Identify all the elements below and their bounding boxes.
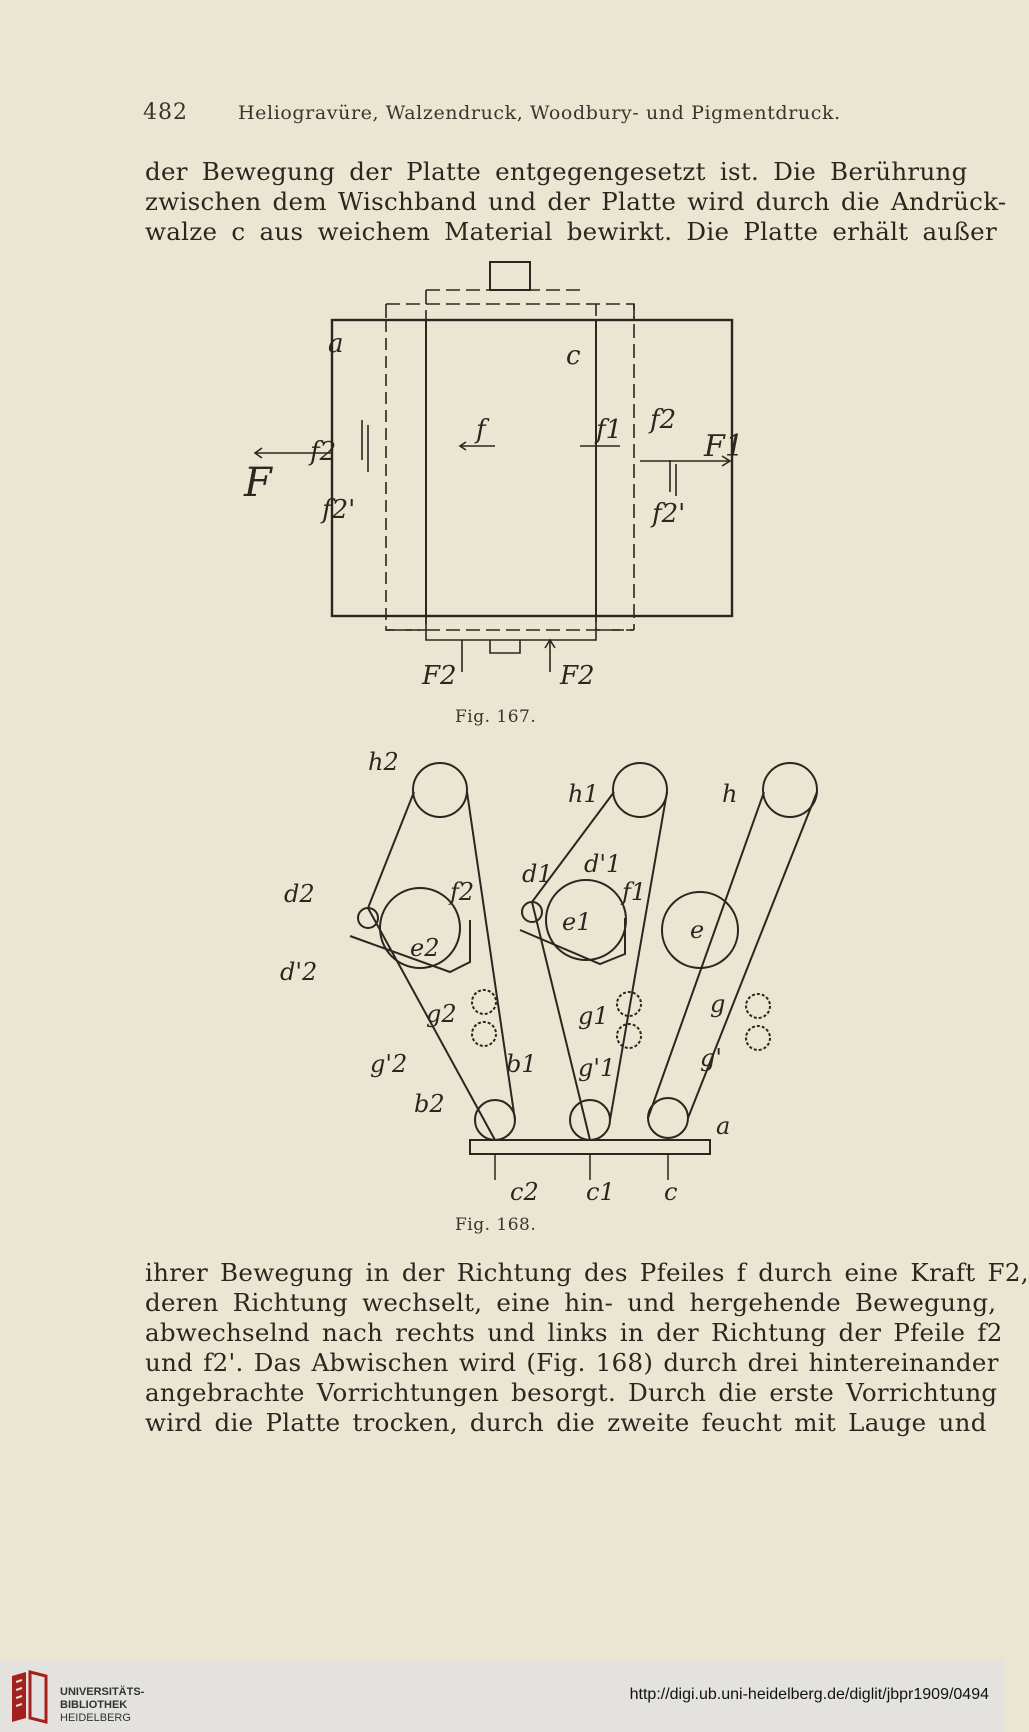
label-f2: f2 <box>450 878 475 906</box>
text-line: der Bewegung der Platte entgegengesetzt ist. Die Berührung <box>145 157 968 186</box>
text-line: wird die Platte trocken, durch die zweite feucht mit Lauge und <box>145 1408 987 1437</box>
bottom-bracket <box>426 616 596 640</box>
belt-2 <box>368 792 515 1140</box>
label-d1p: d'1 <box>584 850 622 878</box>
label-b1: b1 <box>506 1050 537 1078</box>
label-g1p: g'1 <box>578 1054 616 1082</box>
gear-gp <box>746 1026 770 1050</box>
dashed-left <box>386 320 426 630</box>
label-b2: b2 <box>414 1090 445 1118</box>
gear-g <box>746 994 770 1018</box>
gear-g1p <box>617 1024 641 1048</box>
dashed-right <box>596 304 634 630</box>
label-d1: d1 <box>522 860 553 888</box>
roller-d2 <box>358 908 378 928</box>
label-c: c <box>664 1178 678 1206</box>
belt-0 <box>648 792 817 1118</box>
figure-168-drawing <box>270 740 830 1210</box>
label-h: h <box>722 780 738 808</box>
label-c2: c2 <box>510 1178 539 1206</box>
gear-g2 <box>472 990 496 1014</box>
label-f1: f1 <box>596 415 623 445</box>
pulley-h2 <box>413 763 467 817</box>
text-line: abwechselnd nach rechts und links in der Richtung der Pfeile f2 <box>145 1318 1003 1347</box>
pulley-h <box>763 763 817 817</box>
label-f: f <box>476 415 486 445</box>
caption-fig-167: Fig. 167. <box>455 707 537 727</box>
page-number: 482 <box>143 100 188 125</box>
label-f2-left: f2 <box>310 437 337 467</box>
text-line: zwischen dem Wischband und der Platte wird durch die Andrück- <box>145 187 1007 216</box>
top-block <box>490 262 530 290</box>
label-g2: g2 <box>426 1000 457 1028</box>
label-F2-right: F2 <box>560 661 595 691</box>
text-line: angebrachte Vorrichtungen besorgt. Durch die erste Vorrichtung <box>145 1378 998 1407</box>
figure-167-drawing <box>244 260 810 691</box>
label-f2p-left: f2' <box>322 495 356 525</box>
dashed-frame-sides <box>426 290 634 630</box>
label-e1: e1 <box>562 908 592 936</box>
pulley-h1 <box>613 763 667 817</box>
label-g1: g1 <box>578 1002 609 1030</box>
bottom-notch <box>490 640 520 653</box>
label-f2-right: f2 <box>650 405 677 435</box>
text-line: deren Richtung wechselt, eine hin- und hergehende Bewegung, <box>145 1288 997 1317</box>
label-h1: h1 <box>568 780 599 808</box>
library-name-line: UNIVERSITÄTS- <box>60 1686 145 1698</box>
label-e: e <box>690 916 705 944</box>
label-e2: e2 <box>410 934 440 962</box>
library-name-line: BIBLIOTHEK <box>60 1699 128 1711</box>
paragraph-top <box>145 157 1007 247</box>
gear-g2p <box>472 1022 496 1046</box>
label-d2: d2 <box>284 880 315 908</box>
belt-1 <box>532 792 667 1140</box>
label-a: a <box>328 329 344 359</box>
label-F1: F1 <box>704 429 744 464</box>
footer-bar <box>0 1660 1003 1732</box>
running-title: Heliogravüre, Walzendruck, Woodbury- und Pigmentdruck. <box>238 102 841 124</box>
figure-167 <box>244 260 810 691</box>
label-F2-left: F2 <box>422 661 457 691</box>
figure-168 <box>270 740 830 1210</box>
roller-c1 <box>570 1100 610 1140</box>
plate-rect <box>332 320 732 616</box>
library-logo-icon <box>8 1670 52 1725</box>
library-name <box>60 1686 144 1725</box>
label-c1: c1 <box>586 1178 615 1206</box>
label-h2: h2 <box>368 748 399 776</box>
roller-c2 <box>475 1100 515 1140</box>
label-gp: g' <box>700 1044 722 1072</box>
label-g: g <box>710 990 726 1018</box>
plate <box>470 1140 710 1154</box>
label-F: F <box>244 460 272 506</box>
library-name-line: HEIDELBERG <box>60 1712 131 1724</box>
label-a: a <box>716 1112 731 1140</box>
label-d2p: d'2 <box>280 958 318 986</box>
caption-fig-168: Fig. 168. <box>455 1215 537 1235</box>
text-line: ihrer Bewegung in der Richtung des Pfeiles f durch eine Kraft F2, <box>145 1258 1029 1287</box>
paragraph-bottom <box>145 1258 1029 1438</box>
label-g2p: g'2 <box>370 1050 408 1078</box>
label-f1: f1 <box>622 878 647 906</box>
source-url-link[interactable]: http://digi.ub.uni-heidelberg.de/diglit/jbpr1909/0494 <box>629 1686 989 1703</box>
label-c: c <box>566 341 581 371</box>
text-line: walze c aus weichem Material bewirkt. Die Platte erhält außer <box>145 217 997 246</box>
label-f2p-right: f2' <box>652 499 686 529</box>
text-line: und f2'. Das Abwischen wird (Fig. 168) durch drei hintereinander <box>145 1348 999 1377</box>
library-logo[interactable] <box>8 1670 145 1725</box>
